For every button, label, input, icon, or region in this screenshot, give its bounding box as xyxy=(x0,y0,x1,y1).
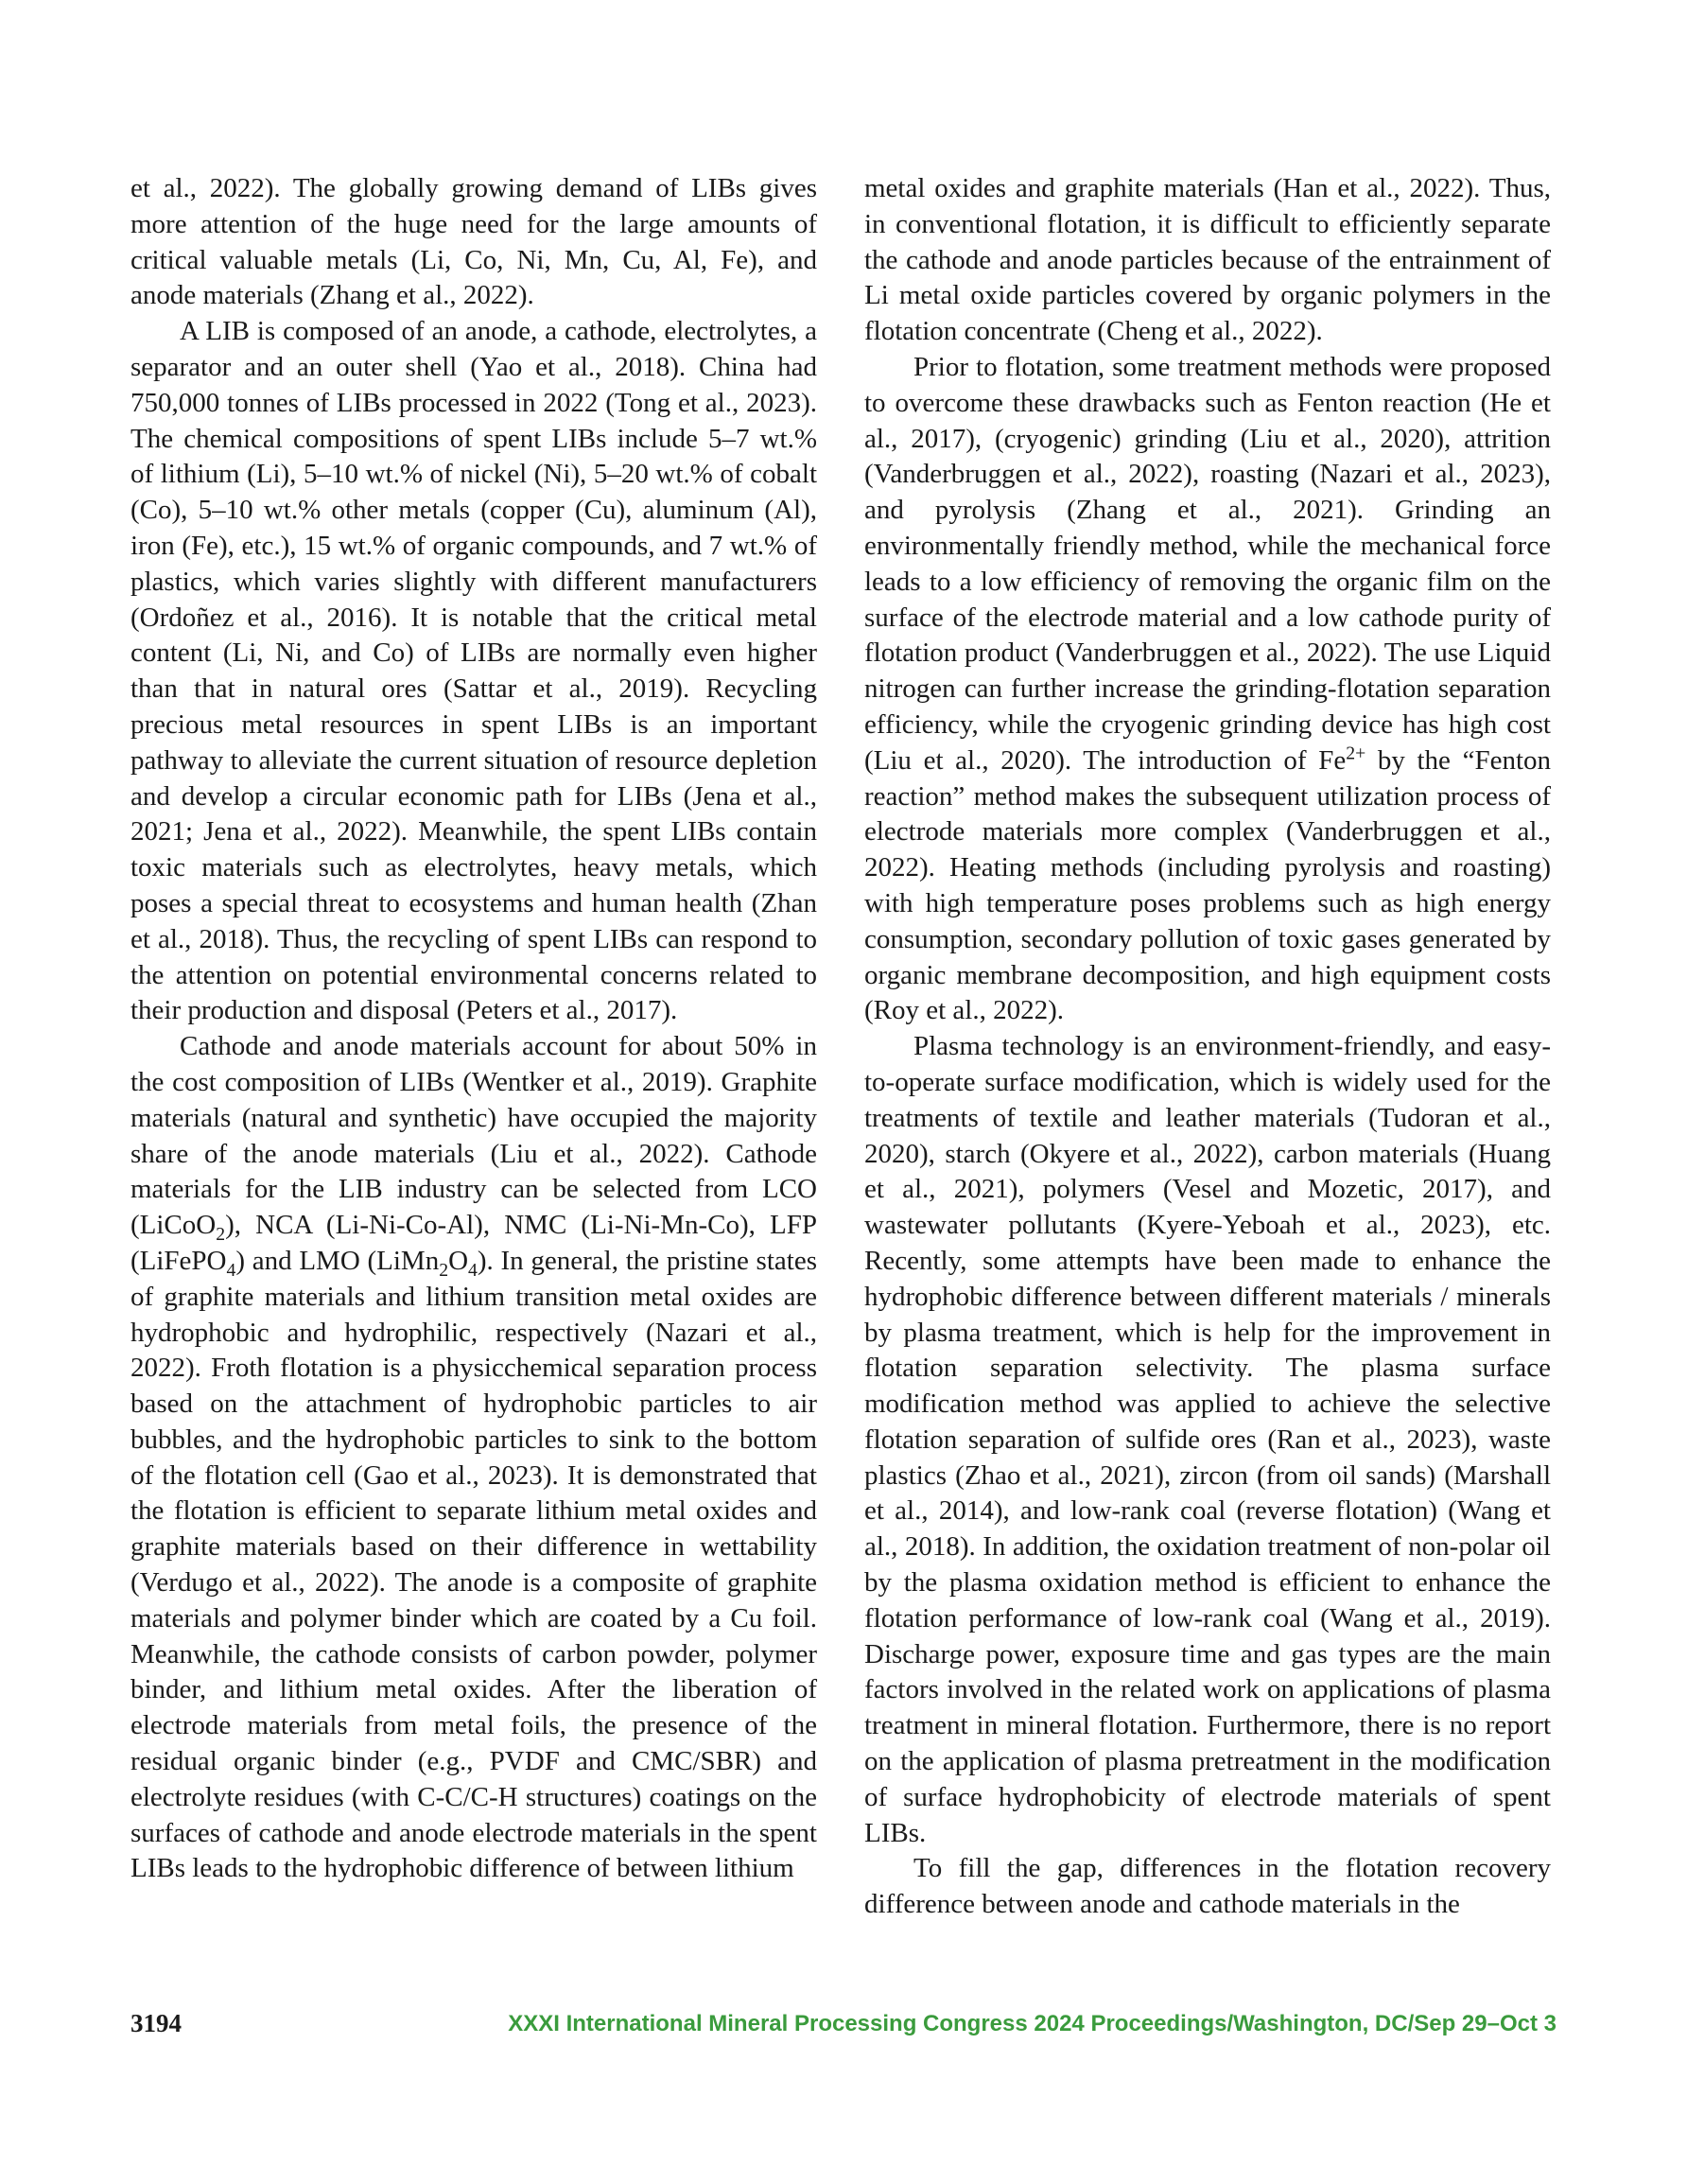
subscript: 2 xyxy=(439,1259,449,1281)
paragraph xyxy=(130,1029,817,1887)
subscript: 2 xyxy=(216,1223,226,1245)
superscript: 2+ xyxy=(1346,743,1366,764)
text-run: O xyxy=(448,1245,469,1276)
text-run: ), NCA (Li-Ni-Co-Al), NMC (Li-Ni-Mn-Co), LFP (LiFePO xyxy=(130,1210,817,1276)
text-run: ) and LMO (LiMn xyxy=(235,1245,440,1276)
text-run: by the “Fenton reaction” method makes the subsequent utilization process of electrode materials more complex (Vanderbruggen et al., 2022). Heating methods (including pyrolysis and roasting) with high temperature poses problems such as high energy consumption, secondary pollution of toxic gases generated by organic membrane decomposition, and high equipment costs (Roy et al., 2022). xyxy=(864,744,1552,1026)
text-run: Cathode and anode materials account for about 50% in the cost composition of LIBs (Wentker et al., 2019). Graphite materials (natural and synthetic) have occupied the majority share of the anode materials (Liu et al., 2022). Cathode materials for the LIB industry can be selected from LCO (LiCoO xyxy=(130,1031,817,1241)
subscript: 4 xyxy=(226,1259,236,1281)
left-text-column xyxy=(130,171,817,1887)
text-run: Prior to flotation, some treatment methods were proposed to overcome these drawbacks such as Fenton reaction (He et al., 2017), (cryogenic) grinding (Liu et al., 2020), attrition (Vanderbruggen et al., 2022), roasting (Nazari et al., 2023), and pyrolysis (Zhang et al., 2021). Grinding an environmentally friendly method, while the mechanical force leads to a low efficiency of removing the organic film on the surface of the electrode material and a low cathode purity of flotation product (Vanderbruggen et al., 2022). The use Liquid nitrogen can further increase the grinding-flotation separation efficiency, while the cryogenic grinding device has high cost (Liu et al., 2020). The introduction of Fe xyxy=(864,351,1551,776)
subscript: 4 xyxy=(468,1259,478,1281)
paragraph: To fill the gap, differences in the flotation recovery difference between anode and cathode materials in the xyxy=(864,1853,1551,1920)
page-number: 3194 xyxy=(130,2009,182,2037)
paragraph: et al., 2022). The globally growing demand of LIBs gives more attention of the huge need for the large amounts of critical valuable metals (Li, Co, Ni, Mn, Cu, Al, Fe), and anode materials (Zhang et al., 2022). xyxy=(130,173,817,311)
proceedings-title: XXXI International Mineral Processing Congress 2024 Proceedings/Washington, DC/Sep 29–Oct 3 xyxy=(508,2011,1557,2036)
paragraph: Plasma technology is an environment-friendly, and easy-to-operate surface modification, which is widely used for the treatments of textile and leather materials (Tudoran et al., 2020), starch (Okyere et al., 2022), carbon materials (Huang et al., 2021), polymers (Vesel and Mozetic, 2017), and wastewater pollutants (Kyere-Yeboah et al., 2023), etc. Recently, some attempts have been made to enhance the hydrophobic difference between different materials / minerals by plasma treatment, which is help for the improvement in flotation separation selectivity. The plasma surface modification method was applied to achieve the selective flotation separation of sulfide ores (Ran et al., 2023), waste plastics (Zhao et al., 2021), zircon (from oil sands) (Marshall et al., 2014), and low-rank coal (reverse flotation) (Wang et al., 2018). In addition, the oxidation treatment of non-polar oil by the plasma oxidation method is efficient to enhance the flotation performance of low-rank coal (Wang et al., 2019). Discharge power, exposure time and gas types are the main factors involved in the related work on applications of plasma treatment in mineral flotation. Furthermore, there is no report on the application of plasma pretreatment in the modification of surface hydrophobicity of electrode materials of spent LIBs. xyxy=(864,1031,1551,1848)
paragraph: metal oxides and graphite materials (Han et al., 2022). Thus, in conventional flotation, it is difficult to efficiently separate the cathode and anode particles because of the entrainment of Li metal oxide particles covered by organic polymers in the flotation concentrate (Cheng et al., 2022). xyxy=(864,173,1551,347)
paragraph xyxy=(864,350,1551,1029)
right-text-column xyxy=(864,171,1551,1923)
paragraph: A LIB is composed of an anode, a cathode, electrolytes, a separator and an outer shell (Yao et al., 2018). China had 750,000 tonnes of LIBs processed in 2022 (Tong et al., 2023). The chemical compositions of spent LIBs include 5–7 wt.% of lithium (Li), 5–10 wt.% of nickel (Ni), 5–20 wt.% of cobalt (Co), 5–10 wt.% other metals (copper (Cu), aluminum (Al), iron (Fe), etc.), 15 wt.% of organic compounds, and 7 wt.% of plastics, which varies slightly with different manufacturers (Ordoñez et al., 2016). It is notable that the critical metal content (Li, Ni, and Co) of LIBs are normally even higher than that in natural ores (Sattar et al., 2019). Recycling precious metal resources in spent LIBs is an important pathway to alleviate the current situation of resource depletion and develop a circular economic path for LIBs (Jena et al., 2021; Jena et al., 2022). Meanwhile, the spent LIBs contain toxic materials such as electrolytes, heavy metals, which poses a special threat to ecosystems and human health (Zhan et al., 2018). Thus, the recycling of spent LIBs can respond to the attention on potential environmental concerns related to their production and disposal (Peters et al., 2017). xyxy=(130,316,817,1026)
text-run: ). In general, the pristine states of graphite materials and lithium transition metal oxides are hydrophobic and hydrophilic, respectively (Nazari et al., 2022). Froth flotation is a physicchemical separation process based on the attachment of hydrophobic particles to air bubbles, and the hydrophobic particles to sink to the bottom of the flotation cell (Gao et al., 2023). It is demonstrated that the flotation is efficient to separate lithium metal oxides and graphite materials based on their difference in wettability (Verdugo et al., 2022). The anode is a composite of graphite materials and polymer binder which are coated by a Cu foil. Meanwhile, the cathode consists of carbon powder, polymer binder, and lithium metal oxides. After the liberation of electrode materials from metal foils, the presence of the residual organic binder (e.g., PVDF and CMC/SBR) and electrolyte residues (with C-C/C-H structures) coatings on the surfaces of cathode and anode electrode materials in the spent LIBs leads to the hydrophobic difference of between lithium xyxy=(130,1245,817,1884)
